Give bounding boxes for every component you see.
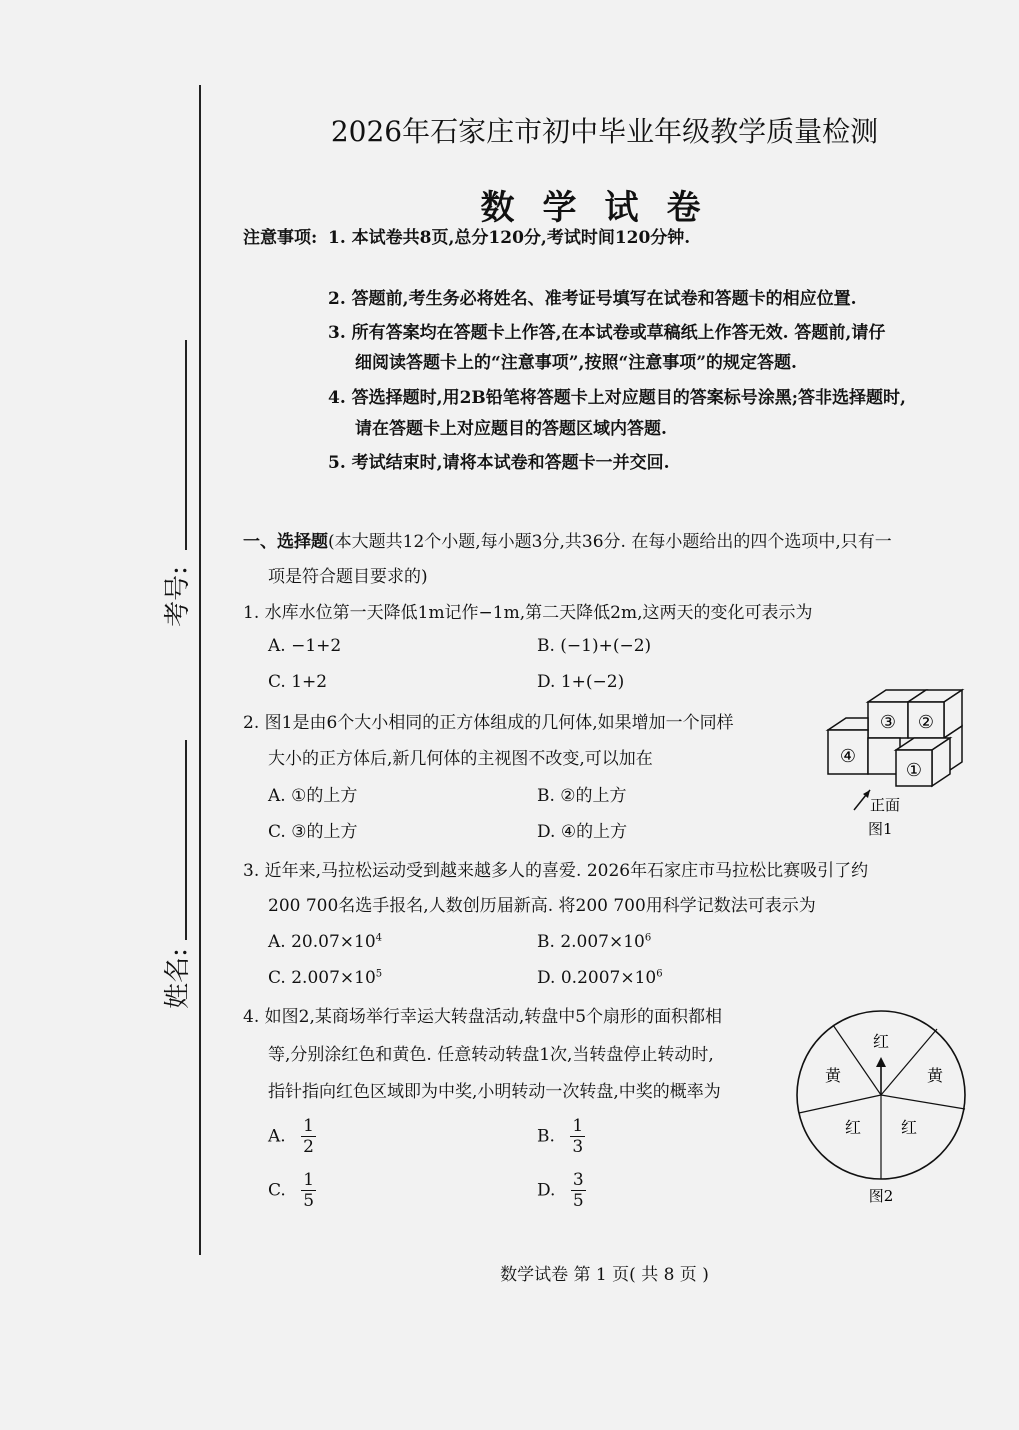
q1-option-a[interactable]: A. −1+2 (268, 636, 342, 656)
option-label: B. (537, 932, 555, 952)
paper-subtitle: 数学试卷 (480, 188, 729, 228)
fraction-denominator: 2 (303, 1137, 314, 1158)
name-line[interactable] (185, 740, 187, 940)
fraction-numerator: 1 (572, 1116, 584, 1136)
question-3-stem: 200 700名选手报名,人数创历届新高. 将200 700用科学记数法可表示为 (268, 896, 816, 916)
sector-right-label: 黄 (926, 1066, 944, 1085)
fraction-numerator: 3 (572, 1170, 584, 1190)
page-footer: 数学试卷 第 1 页( 共 8 页 ) (500, 1265, 709, 1285)
q2-option-c[interactable]: C. ③的上方 (268, 822, 358, 842)
q1-option-b[interactable]: B. (−1)+(−2) (537, 636, 652, 656)
figure-2-caption: 图2 (868, 1187, 894, 1205)
q4-option-a[interactable] (268, 1116, 316, 1158)
q3-option-a[interactable] (268, 932, 382, 952)
pointer-arrow-icon (876, 1057, 886, 1067)
q4-option-b[interactable] (537, 1116, 585, 1158)
option-label: C. (268, 968, 286, 988)
cube-label-1: ① (905, 760, 923, 781)
sector-left-label: 黄 (824, 1066, 842, 1085)
figure-2-spinner (795, 1005, 975, 1215)
option-label: B. (537, 1126, 555, 1147)
option-label: A. (268, 1126, 286, 1147)
question-4-stem: 等,分别涂红色和黄色. 任意转动转盘1次,当转盘停止转动时, (268, 1045, 714, 1065)
section-desc: (本大题共12个小题,每小题3分,共36分. 在每小题给出的四个选项中,只有一 (328, 532, 892, 552)
question-2-stem: 大小的正方体后,新几何体的主视图不改变,可以加在 (268, 749, 653, 769)
sector-top-label: 红 (872, 1032, 890, 1051)
question-1-stem: 1. 水库水位第一天降低1m记作−1m,第二天降低2m,这两天的变化可表示为 (243, 603, 813, 623)
fraction-denominator: 5 (303, 1191, 315, 1212)
note-item: 请在答题卡上对应题目的答题区域内答题. (355, 419, 667, 439)
name-label: 姓名: (162, 948, 193, 1009)
option-exponent: 5 (375, 968, 383, 980)
section-heading: 一、选择题 (243, 532, 328, 552)
option-label: D. (537, 1180, 556, 1201)
q1-option-c[interactable]: C. 1+2 (268, 672, 328, 692)
question-4-stem: 指针指向红色区域即为中奖,小明转动一次转盘,中奖的概率为 (268, 1082, 721, 1102)
figure-1-cubes (820, 682, 970, 842)
option-label: C. (268, 1180, 286, 1201)
option-base: 20.07×10 (291, 932, 376, 952)
front-label: 正面 (870, 796, 901, 814)
q1-option-d[interactable]: D. 1+(−2) (537, 672, 625, 692)
exam-number-line[interactable] (185, 340, 187, 550)
note-item: 2. 答题前,考生务必将姓名、准考证号填写在试卷和答题卡的相应位置. (328, 289, 857, 309)
q3-option-c[interactable] (268, 968, 382, 988)
fraction-denominator: 5 (572, 1191, 584, 1212)
notes-label: 注意事项: (243, 228, 318, 248)
q3-option-b[interactable] (537, 932, 651, 952)
note-item: 1. 本试卷共8页,总分120分,考试时间120分钟. (328, 228, 691, 248)
fraction-numerator: 1 (303, 1170, 315, 1190)
option-exponent: 4 (375, 932, 383, 944)
sector-bottom-right-label: 红 (900, 1118, 918, 1137)
q2-option-b[interactable]: B. ②的上方 (537, 786, 627, 806)
option-label: D. (537, 968, 556, 988)
option-base: 2.007×10 (560, 932, 645, 952)
cube-label-2: ② (917, 712, 935, 733)
figure-1-caption: 图1 (868, 820, 893, 838)
note-item: 5. 考试结束时,请将本试卷和答题卡一并交回. (328, 453, 670, 473)
cube-label-4: ④ (839, 746, 857, 767)
option-exponent: 6 (656, 968, 663, 980)
option-base: 2.007×10 (291, 968, 376, 988)
option-base: 0.2007×10 (560, 968, 657, 988)
fraction-denominator: 3 (572, 1137, 584, 1158)
fraction-numerator: 1 (303, 1116, 314, 1136)
q2-option-d[interactable]: D. ④的上方 (537, 822, 628, 842)
question-4-stem: 4. 如图2,某商场举行幸运大转盘活动,转盘中5个扇形的面积都相 (243, 1007, 723, 1027)
note-item: 细阅读答题卡上的“注意事项”,按照“注意事项”的规定答题. (355, 353, 797, 373)
exam-number-label: 考号: (162, 566, 193, 627)
binding-line (199, 85, 201, 1255)
question-3-stem: 3. 近年来,马拉松运动受到越来越多人的喜爱. 2026年石家庄市马拉松比赛吸引了约 (243, 861, 869, 881)
q4-option-c[interactable] (268, 1170, 316, 1212)
option-label: A. (268, 932, 286, 952)
note-item: 4. 答选择题时,用2B铅笔将答题卡上对应题目的答案标号涂黑;答非选择题时, (328, 388, 906, 408)
q4-option-d[interactable] (537, 1170, 586, 1212)
q2-option-a[interactable]: A. ①的上方 (268, 786, 358, 806)
option-exponent: 6 (644, 932, 652, 944)
exam-title: 2026年石家庄市初中毕业年级教学质量检测 (330, 115, 879, 148)
q3-option-d[interactable] (537, 968, 663, 988)
question-2-stem: 2. 图1是由6个大小相同的正方体组成的几何体,如果增加一个同样 (243, 713, 734, 733)
section-desc: 项是符合题目要求的) (268, 567, 428, 587)
sector-bottom-left-label: 红 (844, 1118, 862, 1137)
note-item: 3. 所有答案均在答题卡上作答,在本试卷或草稿纸上作答无效. 答题前,请仔 (328, 323, 886, 343)
cube-label-3: ③ (879, 712, 897, 733)
